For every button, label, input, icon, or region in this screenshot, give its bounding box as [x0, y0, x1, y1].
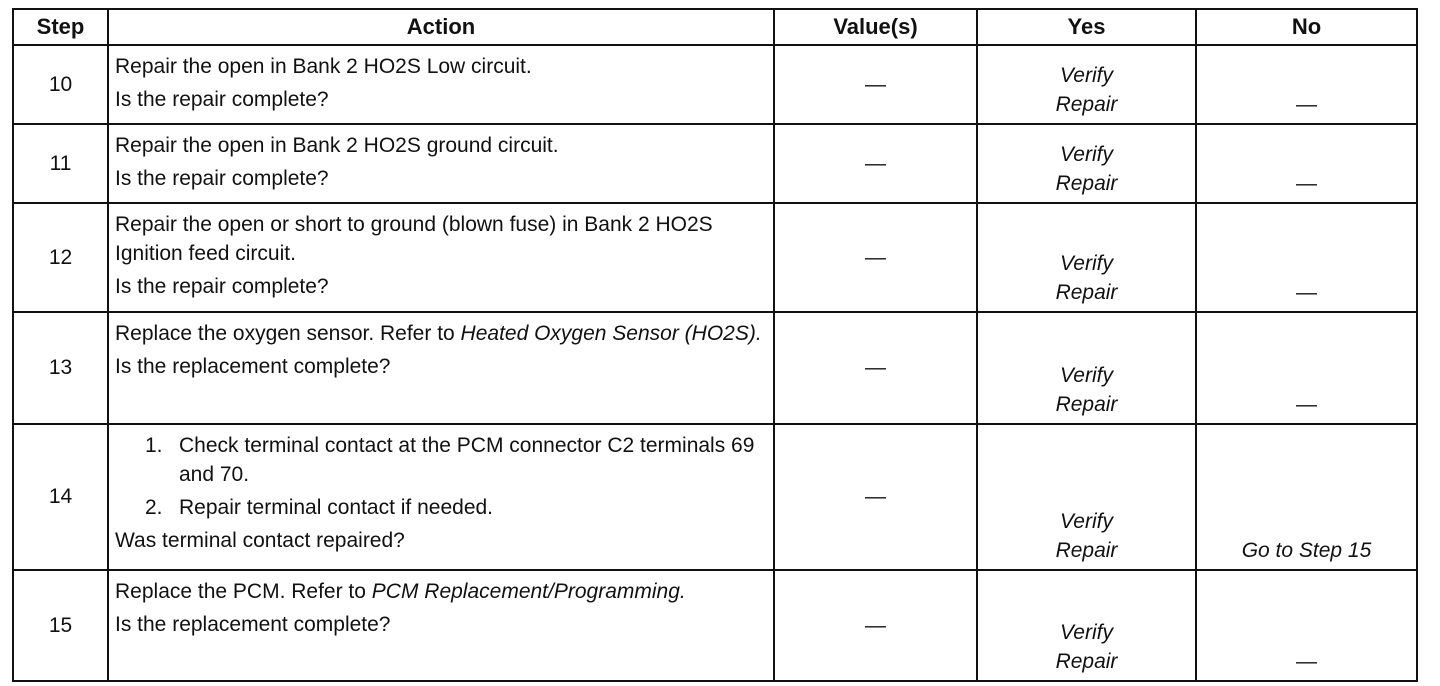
yes-line: Repair — [1055, 650, 1118, 673]
action-cell — [108, 424, 774, 570]
yes-cell — [977, 424, 1196, 570]
no-text: — — [1296, 172, 1317, 195]
action-text: Replace the PCM. Refer to — [115, 580, 372, 603]
substep-number: 2. — [145, 496, 163, 519]
action-cell — [108, 312, 774, 424]
yes-line: Verify — [1060, 621, 1113, 644]
yes-line: Repair — [1055, 539, 1118, 562]
no-cell — [1196, 312, 1417, 424]
header-yes: Yes — [977, 9, 1196, 45]
step-number: 13 — [13, 312, 108, 424]
value-cell — [774, 45, 977, 124]
value-text: — — [865, 485, 886, 508]
table-row — [13, 424, 1417, 570]
no-text: — — [1296, 281, 1317, 304]
header-row — [13, 9, 1417, 45]
yes-line: Repair — [1055, 393, 1118, 416]
diagnostic-table — [12, 8, 1418, 682]
value-text: — — [865, 245, 886, 269]
action-question: Is the repair complete? — [115, 88, 329, 111]
yes-line: Verify — [1060, 364, 1113, 387]
substep-list — [115, 431, 767, 522]
action-text: Repair the open or short to ground (blown fuse) in Bank 2 HO2S Ignition feed circuit. — [115, 213, 713, 265]
value-text: — — [865, 356, 886, 379]
action-question: Was terminal contact repaired? — [115, 529, 405, 552]
value-cell — [774, 312, 977, 424]
action-question: Is the repair complete? — [115, 167, 329, 190]
action-cell — [108, 203, 774, 312]
yes-cell — [977, 203, 1196, 312]
action-question: Is the replacement complete? — [115, 355, 391, 378]
yes-cell — [977, 124, 1196, 203]
step-number: 12 — [13, 203, 108, 312]
yes-line: Verify — [1060, 510, 1113, 533]
no-cell — [1196, 570, 1417, 681]
yes-line: Verify — [1060, 252, 1113, 275]
header-action: Action — [108, 9, 774, 45]
action-question: Is the replacement complete? — [115, 613, 391, 636]
action-text: Repair the open in Bank 2 HO2S ground circuit. — [115, 134, 559, 157]
step-number: 14 — [13, 424, 108, 570]
yes-line: Repair — [1055, 172, 1118, 195]
substep-text: Check terminal contact at the PCM connector C2 terminals 69 and 70. — [179, 434, 755, 486]
yes-cell — [977, 312, 1196, 424]
no-text: — — [1296, 393, 1317, 416]
no-cell — [1196, 203, 1417, 312]
yes-line: Repair — [1055, 93, 1118, 116]
substep-text: Repair terminal contact if needed. — [179, 496, 494, 519]
value-cell — [774, 203, 977, 312]
table-row — [13, 570, 1417, 681]
action-cell — [108, 45, 774, 124]
list-item — [145, 431, 767, 489]
value-cell — [774, 424, 977, 570]
table-row — [13, 45, 1417, 124]
header-no: No — [1196, 9, 1417, 45]
yes-cell — [977, 45, 1196, 124]
action-question: Is the repair complete? — [115, 275, 329, 298]
no-text: — — [1296, 650, 1317, 673]
step-number: 15 — [13, 570, 108, 681]
action-cell — [108, 570, 774, 681]
yes-line: Repair — [1055, 281, 1118, 304]
value-cell — [774, 124, 977, 203]
value-cell — [774, 570, 977, 681]
no-cell — [1196, 124, 1417, 203]
yes-cell — [977, 570, 1196, 681]
header-step: Step — [13, 9, 108, 45]
step-number: 10 — [13, 45, 108, 124]
no-text: Go to Step 15 — [1241, 539, 1372, 562]
yes-line: Verify — [1060, 64, 1113, 87]
action-cell — [108, 124, 774, 203]
header-value: Value(s) — [774, 9, 977, 45]
value-text: — — [865, 151, 886, 175]
action-text: Repair the open in Bank 2 HO2S Low circuit. — [115, 55, 532, 78]
table-row — [13, 203, 1417, 312]
yes-line: Verify — [1060, 143, 1113, 166]
reference-link: Heated Oxygen Sensor (HO2S). — [460, 322, 762, 345]
value-text: — — [865, 72, 886, 96]
table-row — [13, 312, 1417, 424]
no-cell — [1196, 424, 1417, 570]
no-text: — — [1296, 93, 1317, 116]
value-text: — — [865, 613, 886, 637]
reference-link: PCM Replacement/Programming. — [371, 580, 686, 603]
action-text: Replace the oxygen sensor. Refer to — [115, 322, 461, 345]
table-row — [13, 124, 1417, 203]
step-number: 11 — [13, 124, 108, 203]
no-cell — [1196, 45, 1417, 124]
list-item — [145, 493, 767, 522]
substep-number: 1. — [145, 434, 163, 457]
